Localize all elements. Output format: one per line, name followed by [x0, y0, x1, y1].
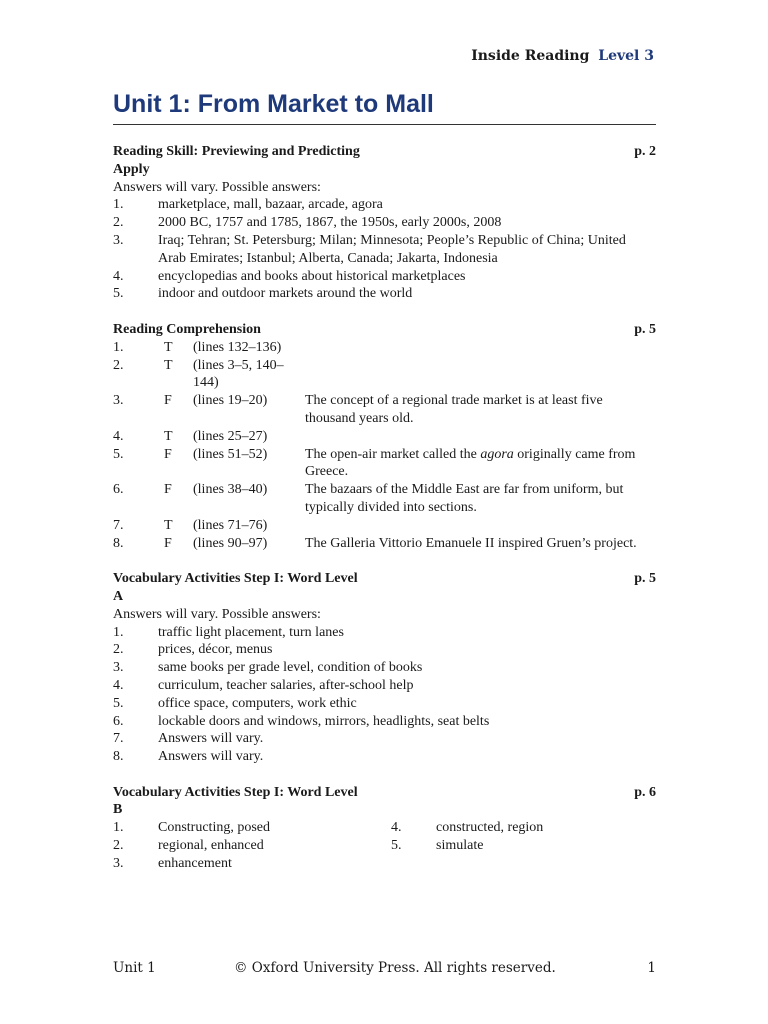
book-title: Inside Reading — [471, 48, 590, 64]
section-vocabulary-b — [113, 784, 656, 873]
list-item: 2. regional, enhanced — [113, 838, 264, 854]
list-item: 4. curriculum, teacher salaries, after-school help — [113, 677, 414, 693]
list-column-1 — [113, 819, 391, 872]
section-subheading: A — [113, 588, 124, 604]
list-item: 2. T (lines 3–5, 140–144) — [113, 357, 284, 391]
list-item: 5. simulate — [391, 838, 484, 854]
section-heading: Reading Skill: Previewing and Predicting p. 2 — [113, 144, 656, 159]
two-column-list — [113, 819, 656, 872]
footer-page-number: 1 — [647, 960, 656, 976]
section-intro: Answers will vary. Possible answers: — [113, 179, 321, 195]
list-item: 4. T (lines 25–27) — [113, 428, 268, 444]
section-vocabulary-a — [113, 570, 656, 766]
list-item: 2. 2000 BC, 1757 and 1785, 1867, the 1950s, early 2000s, 2008 — [113, 215, 502, 231]
list-item: 5. F (lines 51–52) The open-air market called the agora originally came from Greece. — [113, 446, 656, 482]
list-item: 2. prices, décor, menus — [113, 642, 273, 658]
book-level: Level 3 — [598, 48, 654, 64]
footer-unit: Unit 1 — [113, 960, 156, 976]
list-item: 6. F (lines 38–40) The bazaars of the Middle East are far from uniform, but typically divided into sections. — [113, 482, 624, 515]
list-item: 4. constructed, region — [391, 820, 544, 836]
section-intro: Answers will vary. Possible answers: — [113, 606, 321, 622]
section-reading-skill — [113, 143, 656, 303]
section-subheading: Apply — [113, 161, 150, 177]
list-item: 6. lockable doors and windows, mirrors, headlights, seat belts — [113, 713, 490, 729]
section-heading: Reading Comprehension p. 5 — [113, 321, 656, 337]
list-item: 8. Answers will vary. — [113, 749, 264, 765]
section-heading: Vocabulary Activities Step I: Word Level p. 5 — [113, 571, 656, 587]
section-reading-comprehension — [113, 321, 656, 552]
page-ref: p. 5 — [634, 571, 656, 587]
footer-copyright: © Oxford University Press. All rights reserved. — [234, 960, 556, 976]
list-item: 5. indoor and outdoor markets around the world — [113, 286, 413, 302]
correction-text: The open-air market called the agora originally came from Greece. — [305, 446, 636, 480]
list-item: 1. marketplace, mall, bazaar, arcade, agora — [113, 197, 383, 213]
list-item: 3. enhancement — [113, 855, 232, 871]
list-item: 8. F (lines 90–97) The Galleria Vittorio Emanuele II inspired Gruen’s project. — [113, 535, 637, 551]
list-column-2 — [391, 819, 656, 872]
list-item: 1. Constructing, posed — [113, 820, 270, 836]
section-heading: Vocabulary Activities Step I: Word Level p. 6 — [113, 784, 656, 800]
list-item: 3. same books per grade level, condition of books — [113, 660, 423, 676]
page-ref: p. 2 — [634, 144, 656, 159]
list-item: 7. T (lines 71–76) — [113, 517, 268, 533]
list-item: 3. F (lines 19–20) The concept of a regional trade market is at least five thousand years old. — [113, 393, 603, 426]
answer-key-content — [113, 143, 656, 890]
page-ref: p. 5 — [634, 321, 656, 337]
page-header — [471, 48, 654, 64]
list-item: 1. T (lines 132–136) — [113, 339, 282, 355]
list-item: 5. office space, computers, work ethic — [113, 695, 357, 711]
list-item: 7. Answers will vary. — [113, 731, 264, 747]
unit-title: Unit 1: From Market to Mall — [113, 90, 434, 118]
list-item: 3. Iraq; Tehran; St. Petersburg; Milan; Minnesota; People’s Republic of China; United Arab Emirates; Istanbul; Alberta, Canada; Jakarta, Indonesia — [113, 232, 626, 266]
title-rule — [113, 124, 656, 125]
page-ref: p. 6 — [634, 784, 656, 800]
list-item: 1. traffic light placement, turn lanes — [113, 624, 344, 640]
section-subheading: B — [113, 802, 123, 818]
list-item: 4. encyclopedias and books about historical marketplaces — [113, 268, 466, 284]
